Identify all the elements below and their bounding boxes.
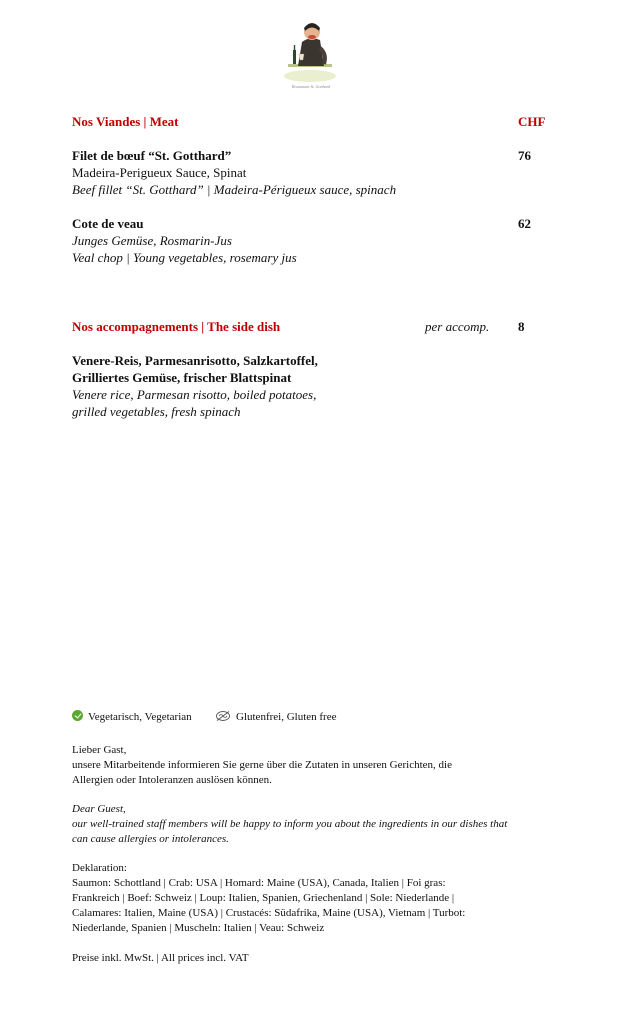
dish-name: Cote de veau [72,216,144,231]
chef-logo-icon [280,14,340,90]
dish-description-de: Junges Gemüse, Rosmarin-Jus [72,233,232,248]
notice-text-de: unsere Mitarbeitende informieren Sie gerne über die Zutaten in unseren Gerichten, die [72,759,452,771]
vegetarian-label: Vegetarisch, Vegetarian [88,711,192,723]
dish-price: 62 [518,216,531,231]
gluten-free-label: Glutenfrei, Gluten free [236,711,337,723]
declaration-line: Frankreich | Boef: Schweiz | Loup: Italien, Spanien, Griechenland | Sole: Niederlande | [72,892,455,904]
sides-list-en: grilled vegetables, fresh spinach [72,404,241,419]
notice-greeting-de: Lieber Gast, [72,744,127,756]
per-accompaniment-label: per accomp. [425,319,490,334]
logo-caption: Restaurant St. Gotthard [291,84,331,89]
notice-text-en: our well-trained staff members will be happy to inform you about the ingredients in our dishes that [72,818,508,830]
prices-note: Preise inkl. MwSt. | All prices incl. VAT [72,952,249,964]
sides-heading: Nos accompagnements | The side dish [72,319,281,334]
declaration-line: Saumon: Schottland | Crab: USA | Homard: Maine (USA), Canada, Italien | Foi gras: [72,877,446,889]
declaration-line: Niederlande, Spanien | Muscheln: Italien | Veau: Schweiz [72,922,325,934]
dish-description-en: Veal chop | Young vegetables, rosemary jus [72,250,297,265]
dish-description-de: Madeira-Perigueux Sauce, Spinat [72,165,247,180]
dish-price: 76 [518,148,531,163]
sides-list-de: Grilliertes Gemüse, frischer Blattspinat [72,370,292,385]
notice-greeting-en: Dear Guest, [72,803,126,815]
gluten-free-icon [215,709,231,721]
sides-list-de: Venere-Reis, Parmesanrisotto, Salzkartoffel, [72,353,318,368]
declaration-line: Calamares: Italien, Maine (USA) | Crustacés: Südafrika, Maine (USA), Vietnam | Turbot: [72,907,466,919]
vegetarian-icon [72,710,83,721]
sides-price: 8 [518,319,525,334]
declaration-title: Deklaration: [72,862,127,874]
meat-heading: Nos Viandes | Meat [72,114,179,129]
currency-label: CHF [518,114,546,129]
dish-name: Filet de bœuf “St. Gotthard” [72,148,232,163]
notice-text-en: can cause allergies or intolerances. [72,833,229,845]
notice-text-de: Allergien oder Intoleranzen auslösen können. [72,774,272,786]
dish-description-en: Beef fillet “St. Gotthard” | Madeira-Périgueux sauce, spinach [72,182,397,197]
sides-list-en: Venere rice, Parmesan risotto, boiled potatoes, [72,387,317,402]
